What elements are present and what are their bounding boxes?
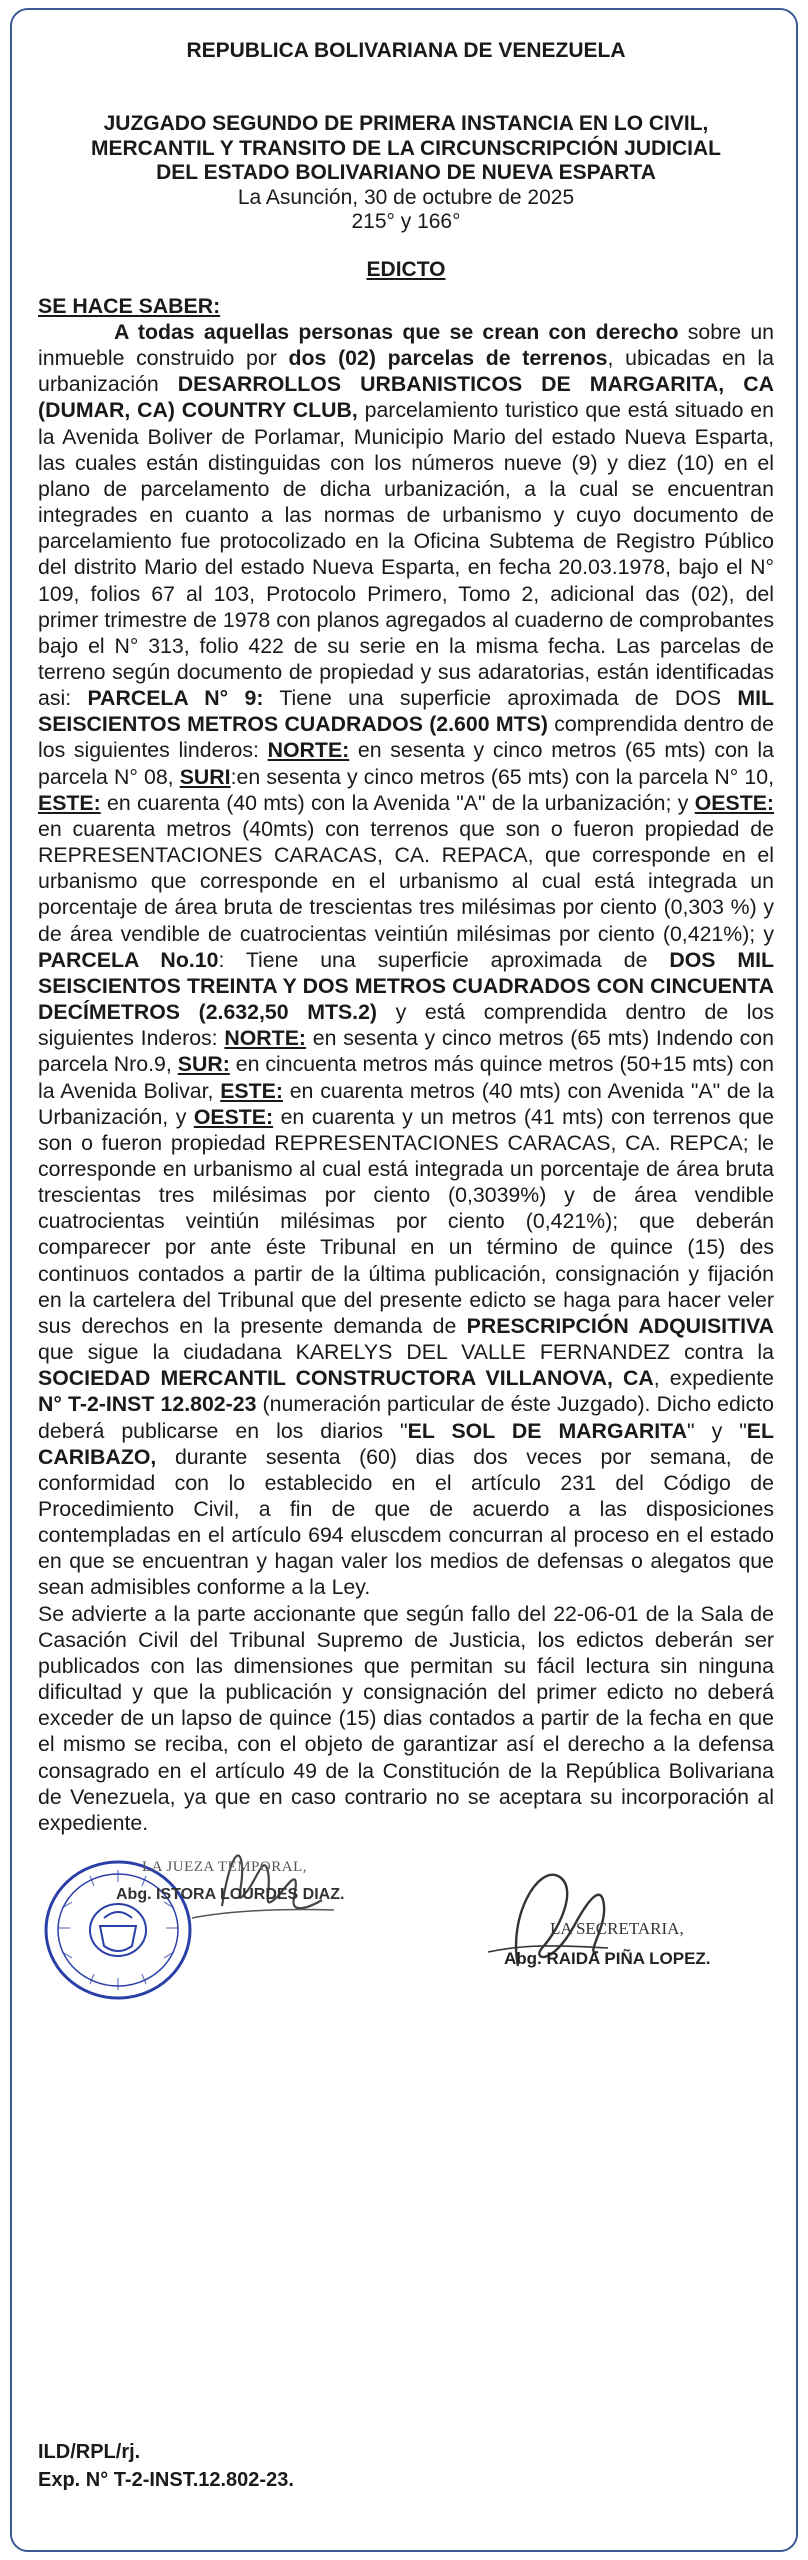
paragraph-run: MIL SEISCIENTOS METROS CUADRADOS (2.600 MTS) [38, 686, 774, 737]
paragraph-run: Tiene una superficie aproximada de DOS [263, 686, 738, 711]
paragraph-run: PARCELA No.10 [38, 947, 219, 972]
edict-body [38, 293, 774, 1836]
paragraph-run: comprendida dentro de los siguientes linderos: [38, 712, 774, 763]
paragraph-run: DESARROLLOS URBANISTICOS DE MARGARITA, CA (DUMAR, CA) COUNTRY CLUB, [38, 372, 774, 423]
republic-heading: REPUBLICA BOLIVARIANA DE VENEZUELA [186, 39, 626, 62]
years-line: 215° y 166° [351, 210, 461, 234]
court-name-line-1: JUZGADO SEGUNDO DE PRIMERA INSTANCIA EN LO CIVIL, [103, 112, 709, 136]
paragraph-run: en sesenta y cinco metros (65 mts) Indendo con parcela Nro.9, [38, 1026, 774, 1077]
edict-page [10, 8, 798, 2552]
paragraph-run: A todas aquellas personas que se crean con [114, 319, 596, 344]
paragraph-run: en cuarenta y un metros (41 mts) con terrenos que son o fueron propiedad REPRESENTACIONES CARACAS, CA. REPCA; le corresponde en urbanismo al cual está integrada un porcentaje de área bruta trescientas tres milésimas por ciento (0,3039%) y de área vendible cuatrocientas veintiún milésimas por ciento (0,421%); que deberán comparecer por ante éste Tribunal en un término de quince (15) des continuos contados a partir de la última publicación, consignación y fijación en la cartelera del Tribunal que del presente edicto se haga para hacer veler sus derechos en la presente demanda de [38, 1104, 774, 1338]
paragraph-run: NORTE: [224, 1026, 306, 1051]
paragraph-run: N° T-2-INST 12.802-23 [38, 1392, 257, 1417]
paragraph-run: OESTE: [193, 1104, 274, 1129]
paragraph-run: en cincuenta metros más quince metros (50+15 mts) con la Avenida Bolivar, [38, 1052, 774, 1103]
paragraph-run: , ubicadas en la urbanización [38, 346, 774, 397]
paragraph-run: PRESCRIPCIÓN ADQUISITIVA [466, 1313, 774, 1338]
paragraph-run: (numeración particular de éste Juzgado). Dicho edicto deberá publicarse en los diarios " [38, 1392, 774, 1443]
secretary-label: LA SECRETARIA, [550, 1919, 684, 1939]
paragraph-run: sobre un inmueble construido por [38, 319, 775, 371]
court-name-line-3: DEL ESTADO BOLIVARIANO DE NUEVA ESPARTA [156, 161, 656, 185]
paragraph-run: : Tiene una superficie aproximada de [218, 947, 670, 972]
paragraph-run: en cuarenta (40 mts) con la Avenida "A" de la urbanización; y [100, 790, 695, 815]
paragraph-run: ESTE: [220, 1078, 283, 1103]
paragraph-run: en cuarenta metros (40mts) con terrenos que son o fueron propiedad de REPRESENTACIONES CARACAS, CA. REPACA, que corresponde en el urbanismo que corresponde en el urbanismo al cual está integrada un porcentaje de área bruta de trescientas tres milésimas por ciento (0,303 %) y de área vendible de cuatrocientas veintiún milésimas por ciento (0,421%); y [38, 816, 774, 946]
paragraph-run: que sigue la ciudadana KARELYS DEL VALLE FERNANDEZ contra la [38, 1340, 774, 1365]
paragraph-run: en cuarenta metros (40 mts) con Avenida "A" de la Urbanización, y [38, 1078, 774, 1129]
paragraph-run: DOS MIL SEISCIENTOS TREINTA Y DOS METROS CUADRADOS CON CINCUENTA DECÍMETROS (2.632,50 MTS.2) [38, 947, 774, 1025]
edict-title: EDICTO [366, 257, 446, 281]
edict-paragraph-2: Se advierte a la parte accionante que según fallo del 22-06-01 de la Sala de Casación Civil del Tribunal Supremo de Justicia, los edictos deberán ser publicados con las dimensiones que permitan su fácil lectura sin ninguna dificultad y que la publicación y consignación del primer edicto no deberá exceder de un lapso de quince (15) dias contados a partir de la fecha en que el mismo se reciba, con el objeto de garantizar así el derecho a la defensa consagrado en el artículo 49 de la Constitución de la República Bolivariana de Venezuela, ya que en caso contrario no se aceptara su incorporación al expediente. [38, 1601, 774, 1835]
paragraph-run: SOCIEDAD MERCANTIL CONSTRUCTORA VILLANOVA, CA [38, 1366, 654, 1391]
se-hace-saber: SE HACE SABER: [38, 293, 221, 318]
paragraph-run: EL SOL DE MARGARITA [407, 1418, 687, 1443]
paragraph-run: parcelamiento turistico que está situado en la Avenida Boliver de Porlamar, Municipio Mario del estado Nueva Esparta, las cuales están distinguidas con los números nueve (9) y diez (10) en el plano de parcelamento de dicha urbanización, a la cual se encuentran integrades en cuanto a las normas de urbanismo y cuyo documento de parcelamiento fue protocolizado en la Oficina Subtema de Registro Público del distrito Mario del estado Nueva Esparta, en fecha 20.03.1978, bajo el N° 109, folios 67 al 103, Protocolo Primero, Tomo 2, adicional das (02), del primer trimestre de 1978 con planos agregados al cuaderno de comprobantes bajo el N° 313, folio 422 de su serie en la misma fecha. Las parcelas de terreno según documento de propiedad y sus adaratorias, están identificadas asi: [38, 398, 774, 711]
paragraph-run: NORTE: [267, 738, 350, 763]
paragraph-run: SURI [179, 764, 231, 789]
paragraph-run: SUR: [177, 1052, 230, 1077]
paragraph-run: en sesenta y cinco metros (65 mts) con la parcela N° 08, [38, 738, 775, 789]
initials: ILD/RPL/rj. [38, 2441, 141, 2463]
judge-name: Abg. ISTORA LOURDES DIAZ. [116, 1886, 345, 1904]
paragraph-run: " y " [687, 1418, 747, 1443]
place-date: La Asunción, 30 de octubre de 2025 [237, 185, 575, 209]
paragraph-run: ESTE: [38, 790, 101, 815]
paragraph-run: PARCELA N° 9: [87, 686, 264, 711]
paragraph-run: OESTE: [694, 790, 774, 815]
secretary-name: Abg. RAIDA PIÑA LOPEZ. [504, 1949, 711, 1969]
edict-content [38, 38, 774, 2076]
paragraph-run: EL CARIBAZO, [38, 1418, 774, 1469]
signature-block [38, 1836, 774, 2076]
paragraph-run: :en sesenta y cinco metros (65 mts) con la parcela N° 10, [230, 764, 774, 789]
court-name-line-2: MERCANTIL Y TRANSITO DE LA CIRCUNSCRIPCIÓN JUDICIAL [90, 136, 722, 160]
paragraph-run: , expediente [653, 1366, 774, 1391]
paragraph-run: durante sesenta (60) dias dos veces por semana, de conformidad con lo establecido en el artículo 231 del Código de Procedimiento Civil, a fin de que de acuerdo a las disposiciones contempladas en el artículo 694 eluscdem concurran al proceso en el estado en que se encuentran y hagan valer los medios de defensas o alegatos que sean admisibles conforme a la Ley. [38, 1444, 774, 1600]
paragraph-run: y está comprendida dentro de los siguientes Inderos: [38, 1000, 775, 1051]
paragraph-run: dos (02) parcelas de terrenos [288, 346, 608, 371]
edict-paragraph-1 [38, 319, 774, 1601]
edict-footer [38, 2438, 294, 2494]
paragraph-run: derecho [595, 319, 679, 344]
expediente-number: Exp. N° T-2-INST.12.802-23. [38, 2469, 294, 2491]
judge-label: LA JUEZA TEMPORAL, [142, 1859, 307, 1876]
